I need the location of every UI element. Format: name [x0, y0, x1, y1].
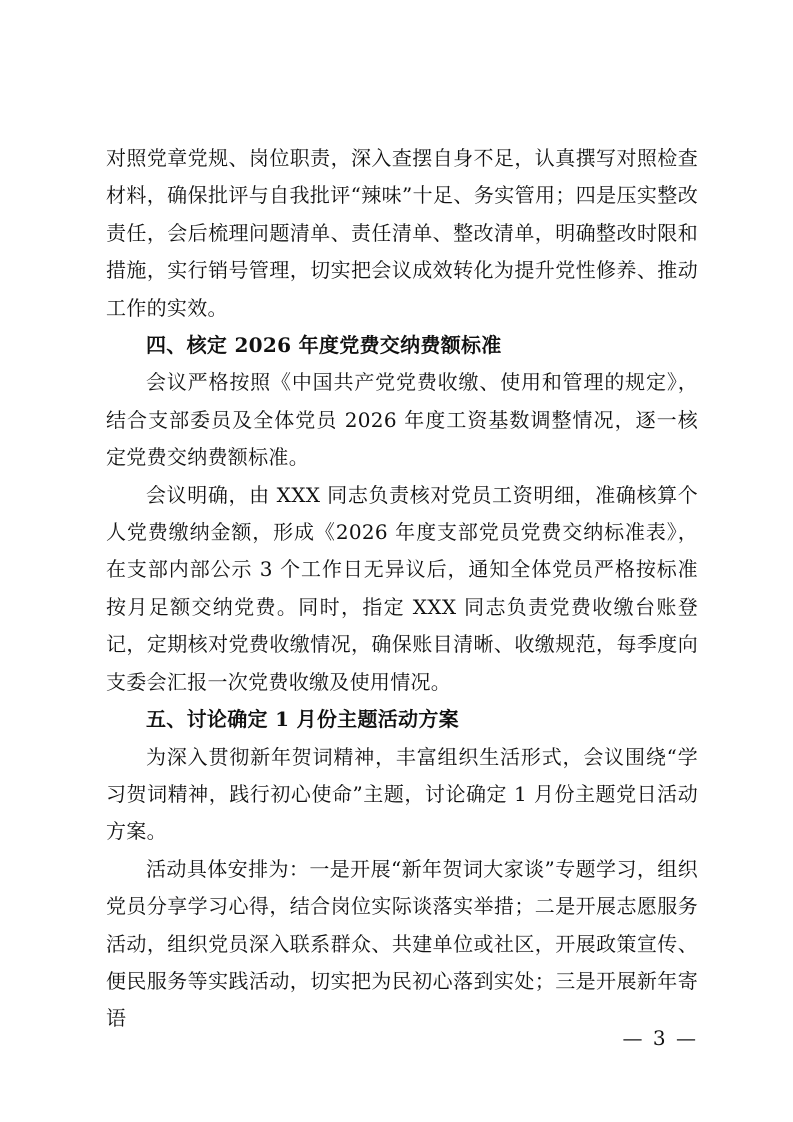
paragraph-activity-arrangement: 活动具体安排为：一是开展“新年贺词大家谈”专题学习，组织党员分享学习心得，结合岗位实际谈落实举措；二是开展志愿服务活动，组织党员深入联系群众、共建单位或社区，开展政策宣传、便民服务等实践活动，切实把为民初心落到实处；三是开展新年寄语 [106, 856, 698, 1031]
section-heading-party-dues: 四、核定 2026 年度党费交纳费额标准 [146, 333, 502, 358]
paragraph-self-examination: 对照党章党规、岗位职责，深入查摆自身不足，认真撰写对照检查材料，确保批评与自我批评“辣味”十足、务实管用；四是压实整改责任，会后梳理问题清单、责任清单、整改清单，明确整改时限和措施，实行销号管理，切实把会议成效转化为提升党性修养、推动工作的实效。 [106, 146, 698, 320]
paragraph-dues-regulation: 会议严格按照《中国共产党党费收缴、使用和管理的规定》，结合支部委员及全体党员 2026 年度工资基数调整情况，逐一核定党费交纳费额标准。 [106, 370, 698, 470]
paragraph-activity-theme: 为深入贯彻新年贺词精神，丰富组织生活形式，会议围绕“学习贺词精神，践行初心使命”主题，讨论确定 1 月份主题党日活动方案。 [106, 744, 698, 844]
document-body [106, 140, 698, 1038]
paragraph-dues-procedure: 会议明确，由 XXX 同志负责核对党员工资明细，准确核算个人党费缴纳金额，形成《2026 年度支部党员党费交纳标准表》，在支部内部公示 3 个工作日无异议后，通知全体党员严格按标准按月足额交纳党费。同时，指定 XXX 同志负责党费收缴台账登记，定期核对党费收缴情况，确保账目清晰、收缴规范，每季度向支委会汇报一次党费收缴及使用情况。 [106, 482, 698, 694]
page-number: — 3 — [622, 1026, 698, 1050]
section-heading-january-activity: 五、讨论确定 1 月份主题活动方案 [146, 707, 459, 732]
